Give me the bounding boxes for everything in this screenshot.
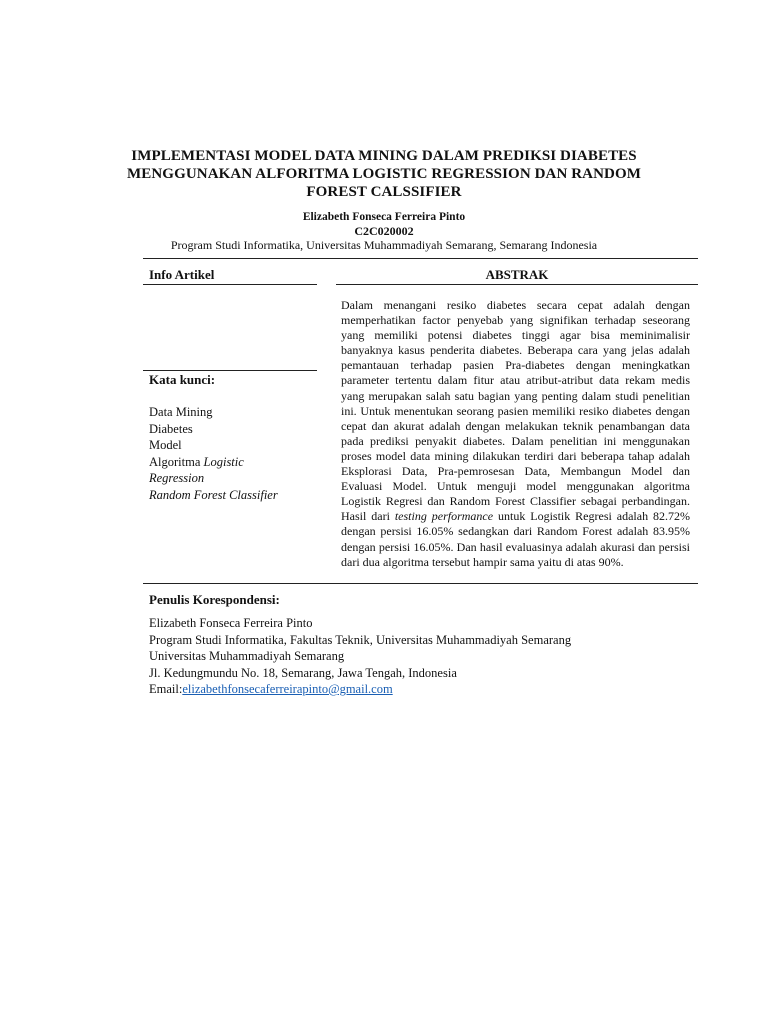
keyword-item: Model	[149, 438, 182, 452]
author-name: Elizabeth Fonseca Ferreira Pinto	[302, 211, 466, 223]
correspondence-email-line	[149, 681, 571, 698]
paper-title	[110, 147, 658, 201]
email-link[interactable]: elizabethfonsecaferreirapinto@gmail.com	[182, 682, 393, 696]
correspondence-dept: Program Studi Informatika, Fakultas Teknik, Universitas Muhammadiyah Semarang	[149, 632, 572, 647]
keywords-heading: Kata kunci:	[149, 372, 216, 387]
abstrak-heading: ABSTRAK	[485, 267, 549, 282]
info-artikel-heading: Info Artikel	[149, 267, 215, 282]
info-heading-underline	[143, 284, 317, 285]
keywords-list	[149, 404, 314, 503]
abstract-text	[341, 298, 690, 570]
abstract-text-part2: untuk Logistik Regresi adalah 82.72% dengan persisi 16.05% sedangkan dari Random Forest adalah 83.95% dengan persisi 16.05%. Dan hasil evaluasinya adalah akurasi dan persisi dari dua algoritma tersebut hampir sama yaitu di atas 90%.	[341, 509, 690, 569]
abstract-italic-term: testing performance	[394, 509, 494, 524]
student-id: C2C020002	[354, 224, 414, 238]
author-affiliation: Program Studi Informatika, Universitas Muhammadiyah Semarang, Semarang Indonesia	[170, 238, 598, 252]
keyword-item: Data Mining	[149, 405, 213, 419]
correspondence-heading: Penulis Korespondensi:	[149, 592, 280, 607]
keyword-item	[149, 487, 314, 504]
keyword-item	[149, 454, 314, 471]
keyword-item	[149, 470, 314, 487]
top-divider	[143, 258, 698, 259]
email-label: Email:	[149, 682, 183, 696]
abstrak-heading-underline	[336, 284, 698, 285]
keyword-italic: Logistic	[203, 454, 244, 469]
title-line-1: IMPLEMENTASI MODEL DATA MINING DALAM PREDIKSI DIABETES	[131, 148, 637, 164]
bottom-divider	[143, 583, 698, 584]
keywords-divider	[143, 370, 317, 371]
abstract-text-part1: Dalam menangani resiko diabetes secara cepat adalah dengan memperhatikan factor penyebab yang signifikan terhadap seseorang yang memiliki potensi diabetes tinggi agar bisa meminimalisir banyaknya kasus penderita diabetes. Beberapa cara yang jelas adalah pemantauan terhadap pasien Pra-diabetes dengan meningkatkan parameter tertentu dalam fitur atau atribut-atribut data rekam medis yang merupakan salah satu bagian yang penting dalam studi penelitian ini. Untuk menentukan seorang pasien memiliki resiko diabetes dengan cepat dan akurat adalah dengan melakukan teknik penambangan data pada prediksi penyakit diabetes. Dalam penelitian ini menggunakan proses model data mining dilakukan terdiri dari beberapa tahap adalah Eksplorasi Data, Pra-pemrosesan Data, Membangun Model dan Evaluasi Model. Untuk menguji model menggunakan algoritma Logistik Regresi dan Random Forest Classifier sebagai perbandingan. Hasil dari	[341, 298, 690, 524]
correspondence-block	[149, 615, 571, 698]
correspondence-address: Jl. Kedungmundu No. 18, Semarang, Jawa Tengah, Indonesia	[149, 665, 457, 680]
correspondence-university: Universitas Muhammadiyah Semarang	[149, 649, 345, 663]
title-line-2: MENGGUNAKAN ALFORITMA LOGISTIC REGRESSION DAN RANDOM	[127, 166, 641, 182]
keyword-italic: Random Forest Classifier	[149, 487, 278, 502]
correspondence-name: Elizabeth Fonseca Ferreira Pinto	[149, 616, 313, 630]
keyword-italic: Regression	[149, 471, 205, 485]
keyword-item: Diabetes	[149, 421, 193, 436]
keyword-prefix: Algoritma	[149, 454, 204, 469]
title-line-3: FOREST CALSSIFIER	[306, 184, 462, 200]
